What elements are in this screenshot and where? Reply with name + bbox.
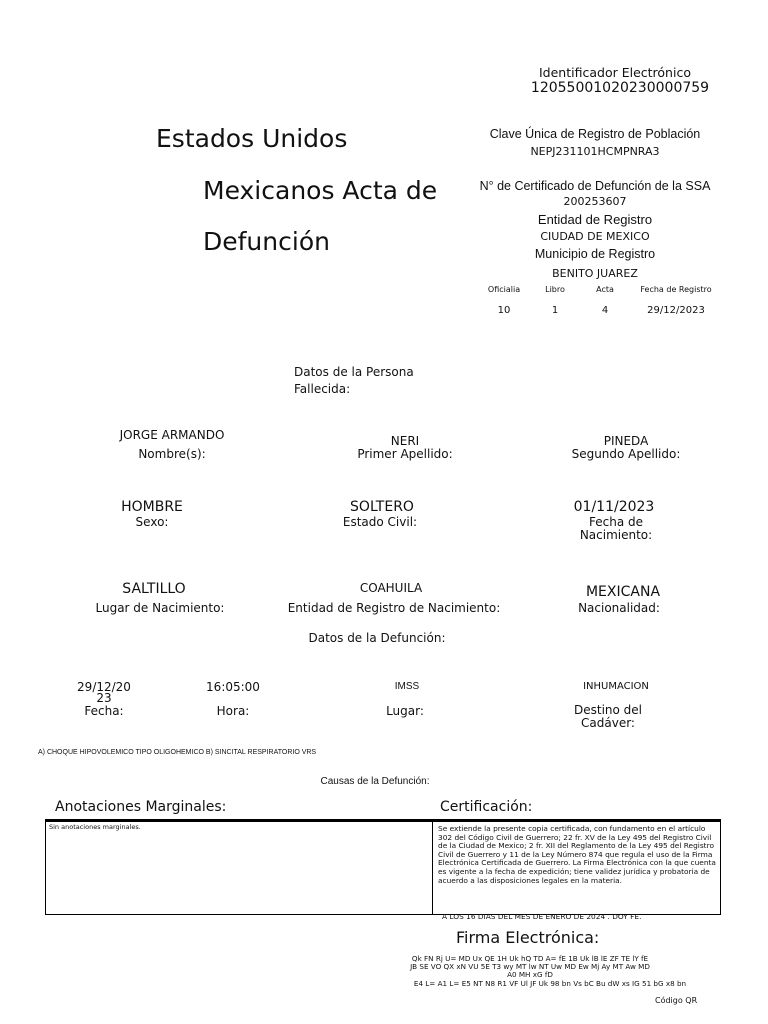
box-divider [432, 822, 433, 914]
defuncion-section-title: Datos de la Defunción: [308, 631, 446, 645]
lugar-nacimiento-value: SALTILLO [122, 581, 186, 597]
persona-section-title-1: Datos de la Persona [294, 365, 414, 379]
curp-label: Clave Única de Registro de Población [489, 127, 701, 141]
estado-civil-value: SOLTERO [350, 499, 414, 515]
certificacion-text: Se extiende la presente copia certificada, con fundamento en el artículo 302 del Código Civil de Guerrero; 22 fr. XV de la Ley 495 del Registro Civil de la Ciudad de Mexico; 2 fr. XII del Reglamento de la Ley 495 del Registro Civil de Guerrero y 11 de la Ley Número 874 que regula el uso de la Firma Electrónica Certificada de Guerrero. La Firma Electrónica con la que cuenta es vigente a la fecha de expedición; tiene validez jurídica y probatoria de acuerdo a las disposiciones legales en la materia. [438, 824, 716, 885]
fecha-defuncion-value-1: 29/12/20 [77, 680, 131, 694]
lugar-defuncion-label: Lugar: [386, 704, 424, 718]
firma-line-3: A0 MH xG fD [507, 970, 553, 979]
causas-defuncion-label: Causas de la Defunción: [320, 776, 430, 787]
certificado-value: 200253607 [563, 195, 627, 208]
registro-header-oficialia: Oficialia [487, 285, 521, 294]
municipio-value: BENITO JUAREZ [552, 267, 638, 280]
fecha-nacimiento-value: 01/11/2023 [573, 499, 655, 515]
qr-label: Código QR [655, 996, 698, 1005]
curp-value: NEPJ231101HCMPNRA3 [530, 145, 660, 158]
primer-apellido-label: Primer Apellido: [357, 447, 453, 461]
entidad-nacimiento-label: Entidad de Registro de Nacimiento: [287, 601, 501, 615]
firma-line-2: JB SE VO QX xN VU 5E T3 wy MT lw NT Uw MD Ew Mj Ay MT Aw MD [410, 962, 650, 971]
anotaciones-title: Anotaciones Marginales: [55, 799, 227, 815]
lugar-defuncion-value: IMSS [394, 681, 420, 692]
causas-defuncion-value: A) CHOQUE HIPOVOLEMICO TIPO OLIGOHEMICO B) SINCITAL RESPIRATORIO VRS [38, 749, 317, 756]
identificador-value: 12055001020230000759 [530, 80, 710, 96]
firma-title: Firma Electrónica: [456, 928, 600, 947]
sexo-label: Sexo: [135, 515, 169, 529]
registro-value-acta: 4 [601, 305, 609, 316]
registro-header-libro: Libro [545, 285, 565, 294]
primer-apellido-value: NERI [390, 434, 420, 448]
hora-defuncion-label: Hora: [216, 704, 250, 718]
destino-cadaver-label-1: Destino del [573, 703, 642, 717]
estado-civil-label: Estado Civil: [342, 515, 418, 529]
fecha-defuncion-label: Fecha: [84, 704, 124, 718]
fecha-nacimiento-label-1: Fecha de [589, 515, 643, 529]
registro-header-acta: Acta [596, 285, 614, 294]
nacionalidad-value: MEXICANA [585, 584, 661, 600]
firma-line-4: E4 L= A1 L= E5 NT N8 R1 VF Ul JF Uk 98 bn Vs bC Bu dW xs IG 51 bG x8 bn [413, 979, 687, 988]
registro-value-libro: 1 [551, 305, 559, 316]
hora-defuncion-value: 16:05:00 [206, 680, 260, 694]
registro-value-oficialia: 10 [497, 305, 511, 316]
persona-section-title-2: Fallecida: [294, 382, 351, 396]
certificacion-fecha: A LOS 16 DIAS DEL MES DE ENERO DE 2024 . DOY FE. [442, 912, 642, 921]
registro-value-fecha: 29/12/2023 [647, 305, 705, 316]
nombre-label: Nombre(s): [138, 447, 206, 461]
anotaciones-certificacion-box [45, 819, 721, 915]
fecha-defuncion-value-2: 23 [96, 691, 112, 705]
segundo-apellido-value: PINEDA [603, 434, 649, 448]
firma-line-1: Qk FN Rj U= MD Ux QE 1H Uk hQ TD A= fE 1B Uk lB lE ZF TE lY fE [411, 954, 649, 963]
registro-header-fecha: Fecha de Registro [640, 285, 712, 294]
anotaciones-text: Sin anotaciones marginales. [49, 823, 141, 831]
destino-cadaver-label-2: Cadáver: [581, 716, 635, 730]
certificado-label: N° de Certificado de Defunción de la SSA [479, 179, 711, 193]
identificador-label: Identificador Electrónico [539, 65, 691, 80]
title-line-1: Estados Unidos [156, 124, 348, 153]
nacionalidad-label: Nacionalidad: [578, 601, 660, 615]
title-line-2: Mexicanos Acta de [203, 176, 438, 205]
destino-cadaver-value: INHUMACION [583, 681, 649, 692]
nombre-value: JORGE ARMANDO [119, 428, 225, 442]
certificacion-title: Certificación: [440, 799, 533, 815]
municipio-label: Municipio de Registro [534, 247, 656, 261]
entidad-nacimiento-value: COAHUILA [359, 581, 423, 595]
title-line-3: Defunción [203, 227, 330, 256]
sexo-value: HOMBRE [121, 499, 183, 515]
lugar-nacimiento-label: Lugar de Nacimiento: [95, 601, 225, 615]
segundo-apellido-label: Segundo Apellido: [571, 447, 681, 461]
entidad-value: CIUDAD DE MEXICO [540, 230, 650, 243]
fecha-nacimiento-label-2: Nacimiento: [579, 528, 653, 542]
entidad-label: Entidad de Registro [537, 212, 653, 227]
